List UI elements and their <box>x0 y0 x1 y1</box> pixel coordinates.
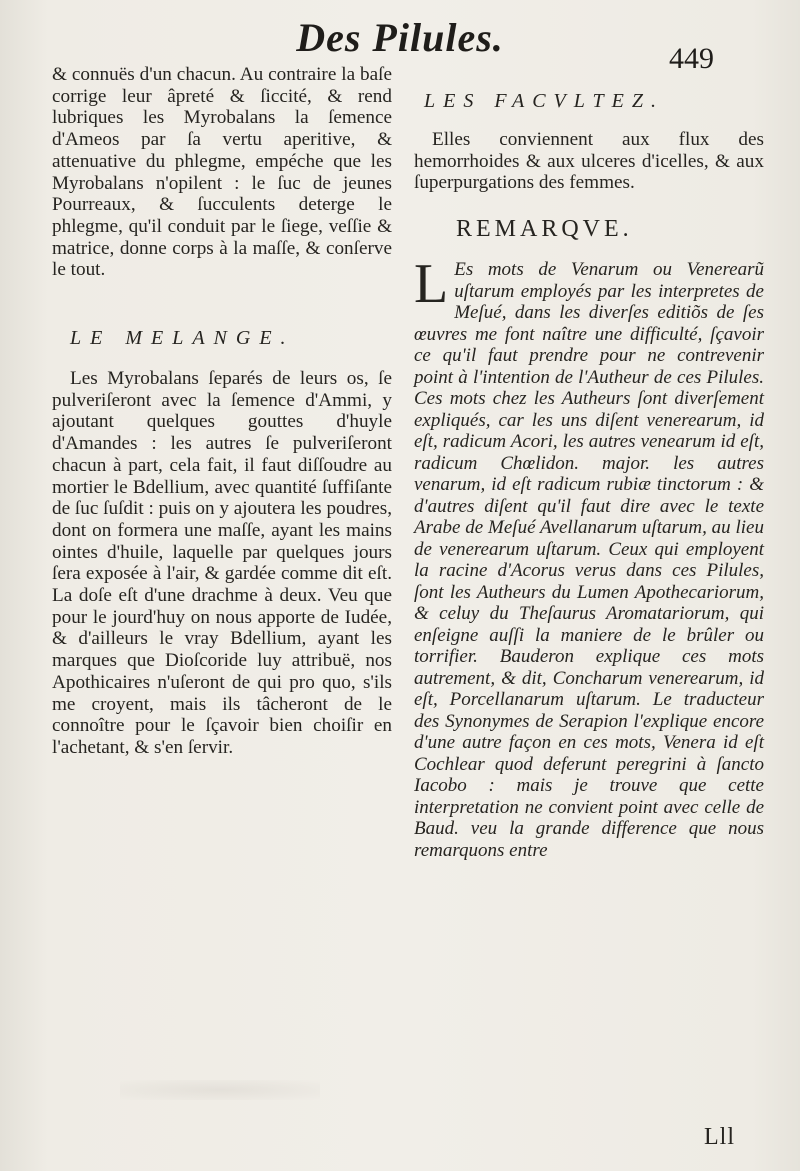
section-heading-remarque: REMARQVE. <box>456 216 633 243</box>
signature-mark: Lll <box>704 1124 735 1150</box>
ink-smudge <box>120 1080 320 1100</box>
left-paragraph-1: & connuës d'un chacun. Au contraire la baſe corrige leur âpreté & ſiccité, & rend lubriques les Myrobalans la ſemence d'Ameos par ſa vertu aperitive, & attenuative du phlegme, empéche que les Myrobalans n'opilent : le ſuc de jeunes Pourreaux, & ſucculents deterge le phlegme, qu'il conduit par le ſiege, veſſie & matrice, donne corps à la maſſe, & conſerve le tout. <box>52 64 392 281</box>
facultez-paragraph: Elles conviennent aux flux des hemorrhoides & aux ulceres d'icelles, & aux ſuperpurgations des femmes. <box>414 129 764 194</box>
remarque-text: Es mots de Venarum ou Venerearũ uſtarum employés par les interpretes de Meſué, dans les diverſes editiõs de ſes œuvres me font naître une difficulté, ſçavoir ce qu'il faut prendre pour ne contrevenir point à l'intention de l'Autheur de ces Pilules. Ces mots chez les Autheurs ſont diverſement expliqués, car les uns diſent venerearum, id eſt, radicum Acori, les autres venearum id eſt, radicum Chœlidon. major. les autres venarum, id eſt radicum rubiæ tinctorum : & d'autres diſent qu'il faut dire avec le texte Arabe de Meſué Avellanarum uſtarum, au lieu de venerearum uſtarum. Ceux qui employent la racine d'Acorus verus dans ces Pilules, ſont les Autheurs du Lumen Apothecariorum, & celuy du Theſaurus Aromatariorum, qui enſeigne auſſi la maniere de le brûler ou torrifier. Bauderon explique ces mots autrement, & dit, Concharum venerearum, id eſt, Porcellanarum uſtarum. Le traducteur des Synonymes de Serapion l'explique encore d'une autre façon en ces mots, Venera id eſt Cochlear quod deferunt peregrini à ſancto Iacobo : mais je trouve que cette interpretation ne convient point avec celle de Baud. veu la grande difference que nous remarquons entre <box>414 259 764 861</box>
left-column <box>52 64 392 759</box>
running-head: Des Pilules. <box>296 15 504 60</box>
left-paragraph-2: Les Myrobalans ſeparés de leurs os, ſe pulveriſeront avec la ſemence d'Ammi, y ajoutant quelques gouttes d'huyle d'Amandes : les autres ſe pulveriſeront chacun à part, cela fait, il faut diſſoudre au mortier le Bdellium, avec quantité ſuffiſante de ſuc ſuſdit : puis on y ajoutera les poudres, dont on formera une maſſe, ayant les mains ointes d'huile, laquelle par quelques jours ſera exposée à l'air, & gardée comme dit eſt. La doſe eſt d'une drachme à deux. Veu que pour le jourd'huy on nous apporte de Iudée, & d'ailleurs le vray Bdellium, ayant les marques que Dioſcoride luy attribuë, nos Apothicaires n'uſeront de qui pro quo, s'ils me croyent, mais ils tâcheront de le connoître pour le ſçavoir bien choiſir en l'achetant, & s'en ſervir. <box>52 368 392 758</box>
section-heading-melange: LE MELANGE. <box>70 327 295 350</box>
drop-cap: L <box>414 253 449 316</box>
page-number: 449 <box>669 42 714 75</box>
remarque-paragraph <box>414 253 764 861</box>
right-column <box>414 72 764 861</box>
section-heading-facultez: LES FACVLTEZ. <box>424 90 664 112</box>
